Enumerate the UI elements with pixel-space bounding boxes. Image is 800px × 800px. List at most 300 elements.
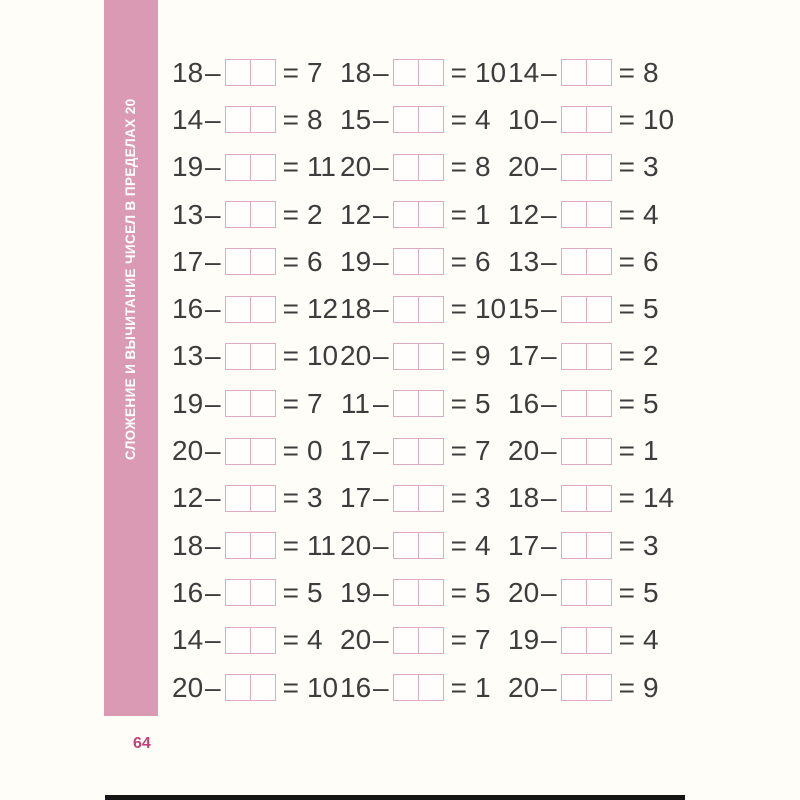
answer-cell-left[interactable] bbox=[226, 297, 250, 322]
minuend: 16 bbox=[508, 387, 540, 419]
equals-sign: = bbox=[618, 340, 635, 372]
subtraction-problem bbox=[172, 144, 340, 191]
answer-box[interactable] bbox=[225, 296, 276, 323]
answer-cell-right[interactable] bbox=[418, 60, 443, 85]
answer-cell-left[interactable] bbox=[226, 628, 250, 653]
answer-box[interactable] bbox=[393, 438, 444, 465]
chapter-sidebar bbox=[104, 0, 158, 716]
subtraction-problem bbox=[340, 191, 508, 238]
answer-box[interactable] bbox=[561, 248, 612, 275]
answer-box[interactable] bbox=[561, 106, 612, 133]
minuend: 20 bbox=[340, 624, 372, 656]
answer-cell-right[interactable] bbox=[586, 107, 611, 132]
answer-box[interactable] bbox=[225, 59, 276, 86]
answer-box[interactable] bbox=[561, 390, 612, 417]
minuend: 19 bbox=[172, 151, 204, 183]
minuend: 18 bbox=[340, 293, 372, 325]
result: 4 bbox=[474, 103, 491, 135]
minus-sign: – bbox=[541, 340, 557, 372]
result: 6 bbox=[642, 245, 659, 277]
result: 3 bbox=[474, 482, 491, 514]
result: 5 bbox=[642, 387, 659, 419]
equals-sign: = bbox=[450, 56, 467, 88]
answer-cell-left[interactable] bbox=[226, 60, 250, 85]
minus-sign: – bbox=[205, 576, 221, 608]
subtraction-problem bbox=[508, 49, 676, 96]
result: 10 bbox=[642, 103, 675, 135]
equals-sign: = bbox=[282, 576, 299, 608]
minuend: 18 bbox=[508, 482, 540, 514]
subtraction-problem bbox=[172, 664, 340, 711]
answer-cell-right[interactable] bbox=[250, 628, 275, 653]
answer-cell-right[interactable] bbox=[250, 297, 275, 322]
minus-sign: – bbox=[541, 245, 557, 277]
equals-sign: = bbox=[618, 482, 635, 514]
answer-box[interactable] bbox=[225, 532, 276, 559]
result: 6 bbox=[306, 245, 323, 277]
answer-cell-left[interactable] bbox=[562, 297, 586, 322]
answer-box[interactable] bbox=[393, 106, 444, 133]
result: 10 bbox=[474, 56, 507, 88]
answer-box[interactable] bbox=[561, 627, 612, 654]
answer-box[interactable] bbox=[561, 59, 612, 86]
answer-cell-right[interactable] bbox=[586, 297, 611, 322]
answer-cell-right[interactable] bbox=[418, 155, 443, 180]
answer-cell-right[interactable] bbox=[250, 533, 275, 558]
answer-cell-left[interactable] bbox=[226, 439, 250, 464]
result: 5 bbox=[474, 576, 491, 608]
equals-sign: = bbox=[450, 482, 467, 514]
result: 5 bbox=[306, 576, 323, 608]
answer-box[interactable] bbox=[393, 674, 444, 701]
equals-sign: = bbox=[618, 387, 635, 419]
subtraction-problem bbox=[340, 96, 508, 143]
subtraction-problem bbox=[340, 380, 508, 427]
answer-box[interactable] bbox=[225, 154, 276, 181]
answer-box[interactable] bbox=[561, 154, 612, 181]
answer-cell-right[interactable] bbox=[586, 486, 611, 511]
minus-sign: – bbox=[373, 624, 389, 656]
answer-box[interactable] bbox=[225, 674, 276, 701]
answer-box[interactable] bbox=[393, 296, 444, 323]
answer-cell-left[interactable] bbox=[394, 533, 418, 558]
answer-cell-left[interactable] bbox=[562, 249, 586, 274]
equals-sign: = bbox=[450, 245, 467, 277]
subtraction-problem bbox=[508, 427, 676, 474]
answer-box[interactable] bbox=[225, 390, 276, 417]
answer-cell-left[interactable] bbox=[394, 675, 418, 700]
answer-cell-left[interactable] bbox=[562, 628, 586, 653]
subtraction-problem bbox=[172, 238, 340, 285]
answer-box[interactable] bbox=[393, 390, 444, 417]
answer-box[interactable] bbox=[393, 343, 444, 370]
minuend: 14 bbox=[172, 624, 204, 656]
minus-sign: – bbox=[205, 482, 221, 514]
answer-box[interactable] bbox=[393, 201, 444, 228]
result: 4 bbox=[474, 529, 491, 561]
minus-sign: – bbox=[541, 435, 557, 467]
minuend: 20 bbox=[172, 435, 204, 467]
answer-box[interactable] bbox=[561, 201, 612, 228]
equals-sign: = bbox=[450, 435, 467, 467]
minuend: 19 bbox=[172, 387, 204, 419]
result: 2 bbox=[306, 198, 323, 230]
page-number: 64 bbox=[133, 735, 151, 752]
minus-sign: – bbox=[541, 529, 557, 561]
answer-box[interactable] bbox=[225, 106, 276, 133]
answer-box[interactable] bbox=[393, 59, 444, 86]
equals-sign: = bbox=[282, 671, 299, 703]
minuend: 20 bbox=[508, 435, 540, 467]
equals-sign: = bbox=[450, 529, 467, 561]
minuend: 18 bbox=[340, 56, 372, 88]
result: 2 bbox=[642, 340, 659, 372]
answer-cell-left[interactable] bbox=[394, 628, 418, 653]
answer-cell-left[interactable] bbox=[226, 675, 250, 700]
answer-cell-right[interactable] bbox=[418, 533, 443, 558]
equals-sign: = bbox=[450, 198, 467, 230]
minuend: 12 bbox=[508, 198, 540, 230]
minus-sign: – bbox=[541, 103, 557, 135]
equals-sign: = bbox=[618, 671, 635, 703]
answer-cell-left[interactable] bbox=[394, 580, 418, 605]
answer-cell-left[interactable] bbox=[226, 249, 250, 274]
answer-cell-left[interactable] bbox=[394, 391, 418, 416]
equals-sign: = bbox=[450, 340, 467, 372]
equals-sign: = bbox=[450, 293, 467, 325]
minus-sign: – bbox=[541, 482, 557, 514]
subtraction-problem bbox=[172, 522, 340, 569]
result: 9 bbox=[642, 671, 659, 703]
minuend: 18 bbox=[172, 529, 204, 561]
answer-cell-left[interactable] bbox=[394, 439, 418, 464]
minuend: 13 bbox=[172, 340, 204, 372]
answer-cell-left[interactable] bbox=[394, 107, 418, 132]
equals-sign: = bbox=[282, 245, 299, 277]
answer-cell-left[interactable] bbox=[562, 439, 586, 464]
answer-cell-right[interactable] bbox=[250, 249, 275, 274]
subtraction-problem bbox=[508, 144, 676, 191]
answer-box[interactable] bbox=[393, 485, 444, 512]
minuend: 16 bbox=[340, 671, 372, 703]
minus-sign: – bbox=[373, 198, 389, 230]
answer-box[interactable] bbox=[393, 627, 444, 654]
minuend: 20 bbox=[340, 340, 372, 372]
answer-cell-left[interactable] bbox=[394, 486, 418, 511]
minuend: 18 bbox=[172, 56, 204, 88]
result: 10 bbox=[306, 671, 339, 703]
result: 1 bbox=[474, 198, 491, 230]
answer-cell-right[interactable] bbox=[250, 675, 275, 700]
result: 1 bbox=[642, 435, 659, 467]
result: 0 bbox=[306, 435, 323, 467]
answer-cell-left[interactable] bbox=[394, 155, 418, 180]
minus-sign: – bbox=[541, 198, 557, 230]
answer-cell-left[interactable] bbox=[226, 580, 250, 605]
minus-sign: – bbox=[541, 56, 557, 88]
minuend: 17 bbox=[340, 435, 372, 467]
subtraction-problem bbox=[172, 191, 340, 238]
result: 11 bbox=[306, 151, 337, 183]
equals-sign: = bbox=[618, 435, 635, 467]
answer-cell-left[interactable] bbox=[562, 155, 586, 180]
answer-cell-right[interactable] bbox=[418, 486, 443, 511]
result: 3 bbox=[642, 529, 659, 561]
answer-cell-right[interactable] bbox=[418, 675, 443, 700]
answer-cell-right[interactable] bbox=[250, 439, 275, 464]
answer-cell-left[interactable] bbox=[226, 533, 250, 558]
minuend: 17 bbox=[172, 245, 204, 277]
answer-cell-right[interactable] bbox=[250, 60, 275, 85]
subtraction-problem bbox=[172, 333, 340, 380]
answer-cell-left[interactable] bbox=[226, 486, 250, 511]
subtraction-problem bbox=[508, 664, 676, 711]
answer-box[interactable] bbox=[561, 485, 612, 512]
subtraction-problem bbox=[508, 617, 676, 664]
equals-sign: = bbox=[618, 624, 635, 656]
minus-sign: – bbox=[373, 245, 389, 277]
subtraction-problem bbox=[508, 380, 676, 427]
subtraction-problem bbox=[172, 285, 340, 332]
answer-cell-right[interactable] bbox=[586, 60, 611, 85]
answer-box[interactable] bbox=[561, 674, 612, 701]
equals-sign: = bbox=[618, 56, 635, 88]
answer-cell-left[interactable] bbox=[562, 60, 586, 85]
equals-sign: = bbox=[450, 103, 467, 135]
answer-cell-right[interactable] bbox=[250, 486, 275, 511]
answer-box[interactable] bbox=[393, 579, 444, 606]
minus-sign: – bbox=[373, 576, 389, 608]
answer-cell-right[interactable] bbox=[418, 628, 443, 653]
subtraction-problem bbox=[508, 285, 676, 332]
result: 4 bbox=[642, 198, 659, 230]
minus-sign: – bbox=[373, 340, 389, 372]
answer-cell-right[interactable] bbox=[586, 439, 611, 464]
result: 6 bbox=[474, 245, 491, 277]
answer-cell-left[interactable] bbox=[226, 344, 250, 369]
subtraction-problem bbox=[508, 333, 676, 380]
minus-sign: – bbox=[373, 387, 389, 419]
answer-cell-left[interactable] bbox=[562, 486, 586, 511]
subtraction-problem bbox=[508, 191, 676, 238]
answer-box[interactable] bbox=[225, 627, 276, 654]
minuend: 20 bbox=[340, 151, 372, 183]
subtraction-problem bbox=[172, 569, 340, 616]
equals-sign: = bbox=[450, 671, 467, 703]
minus-sign: – bbox=[373, 56, 389, 88]
answer-cell-right[interactable] bbox=[418, 439, 443, 464]
result: 12 bbox=[306, 293, 339, 325]
answer-cell-right[interactable] bbox=[586, 533, 611, 558]
equals-sign: = bbox=[282, 624, 299, 656]
subtraction-problem bbox=[340, 522, 508, 569]
minus-sign: – bbox=[205, 387, 221, 419]
minuend: 13 bbox=[172, 198, 204, 230]
answer-box[interactable] bbox=[561, 296, 612, 323]
answer-box[interactable] bbox=[561, 532, 612, 559]
subtraction-problem bbox=[340, 617, 508, 664]
answer-box[interactable] bbox=[393, 154, 444, 181]
minuend: 15 bbox=[508, 293, 540, 325]
result: 1 bbox=[474, 671, 491, 703]
minus-sign: – bbox=[541, 151, 557, 183]
equals-sign: = bbox=[282, 340, 299, 372]
answer-cell-left[interactable] bbox=[226, 107, 250, 132]
answer-cell-right[interactable] bbox=[586, 391, 611, 416]
equals-sign: = bbox=[450, 624, 467, 656]
result: 8 bbox=[642, 56, 659, 88]
minus-sign: – bbox=[205, 435, 221, 467]
answer-cell-right[interactable] bbox=[418, 249, 443, 274]
minuend: 14 bbox=[172, 103, 204, 135]
answer-cell-left[interactable] bbox=[394, 202, 418, 227]
minuend: 11 bbox=[340, 387, 370, 419]
answer-box[interactable] bbox=[225, 201, 276, 228]
minus-sign: – bbox=[541, 387, 557, 419]
answer-cell-right[interactable] bbox=[586, 155, 611, 180]
result: 3 bbox=[642, 151, 659, 183]
answer-cell-right[interactable] bbox=[586, 249, 611, 274]
equals-sign: = bbox=[282, 151, 299, 183]
minuend: 13 bbox=[508, 245, 540, 277]
minus-sign: – bbox=[205, 56, 221, 88]
answer-box[interactable] bbox=[225, 485, 276, 512]
minus-sign: – bbox=[541, 576, 557, 608]
answer-cell-left[interactable] bbox=[226, 391, 250, 416]
answer-cell-right[interactable] bbox=[586, 675, 611, 700]
equals-sign: = bbox=[450, 576, 467, 608]
answer-cell-right[interactable] bbox=[586, 580, 611, 605]
answer-box[interactable] bbox=[393, 248, 444, 275]
minuend: 20 bbox=[340, 529, 372, 561]
minuend: 15 bbox=[340, 103, 372, 135]
answer-cell-left[interactable] bbox=[562, 675, 586, 700]
minuend: 20 bbox=[172, 671, 204, 703]
answer-cell-right[interactable] bbox=[418, 580, 443, 605]
minuend: 12 bbox=[172, 482, 204, 514]
minuend: 20 bbox=[508, 576, 540, 608]
subtraction-problem bbox=[508, 569, 676, 616]
answer-cell-left[interactable] bbox=[394, 344, 418, 369]
answer-cell-right[interactable] bbox=[418, 391, 443, 416]
answer-cell-right[interactable] bbox=[418, 344, 443, 369]
answer-box[interactable] bbox=[225, 579, 276, 606]
subtraction-problem bbox=[340, 569, 508, 616]
answer-cell-left[interactable] bbox=[562, 391, 586, 416]
answer-cell-right[interactable] bbox=[418, 107, 443, 132]
answer-cell-left[interactable] bbox=[394, 297, 418, 322]
answer-cell-right[interactable] bbox=[250, 107, 275, 132]
subtraction-problem bbox=[340, 427, 508, 474]
equals-sign: = bbox=[618, 576, 635, 608]
subtraction-problem bbox=[508, 96, 676, 143]
minuend: 20 bbox=[508, 151, 540, 183]
minus-sign: – bbox=[373, 103, 389, 135]
subtraction-problem bbox=[340, 49, 508, 96]
minuend: 19 bbox=[340, 576, 372, 608]
subtraction-problem bbox=[340, 285, 508, 332]
answer-box[interactable] bbox=[561, 579, 612, 606]
answer-cell-right[interactable] bbox=[250, 580, 275, 605]
result: 5 bbox=[474, 387, 491, 419]
minuend: 16 bbox=[172, 576, 204, 608]
minus-sign: – bbox=[373, 151, 389, 183]
result: 7 bbox=[474, 435, 491, 467]
subtraction-problem bbox=[172, 49, 340, 96]
minuend: 19 bbox=[508, 624, 540, 656]
equals-sign: = bbox=[282, 198, 299, 230]
minus-sign: – bbox=[205, 624, 221, 656]
minuend: 17 bbox=[340, 482, 372, 514]
minuend: 14 bbox=[508, 56, 540, 88]
minus-sign: – bbox=[205, 671, 221, 703]
page-edge-bar bbox=[105, 795, 685, 800]
answer-cell-right[interactable] bbox=[250, 202, 275, 227]
minus-sign: – bbox=[541, 624, 557, 656]
minuend: 10 bbox=[508, 103, 540, 135]
subtraction-problem bbox=[172, 427, 340, 474]
answer-cell-right[interactable] bbox=[586, 202, 611, 227]
result: 14 bbox=[642, 482, 675, 514]
minus-sign: – bbox=[373, 671, 389, 703]
subtraction-problem bbox=[340, 238, 508, 285]
answer-cell-left[interactable] bbox=[394, 249, 418, 274]
answer-cell-left[interactable] bbox=[562, 107, 586, 132]
minuend: 17 bbox=[508, 340, 540, 372]
answer-cell-left[interactable] bbox=[562, 533, 586, 558]
answer-cell-right[interactable] bbox=[418, 202, 443, 227]
answer-cell-left[interactable] bbox=[226, 155, 250, 180]
equals-sign: = bbox=[618, 245, 635, 277]
equals-sign: = bbox=[450, 387, 467, 419]
equals-sign: = bbox=[282, 56, 299, 88]
result: 7 bbox=[306, 387, 323, 419]
subtraction-problem bbox=[340, 333, 508, 380]
answer-cell-right[interactable] bbox=[250, 344, 275, 369]
answer-cell-right[interactable] bbox=[250, 391, 275, 416]
answer-cell-left[interactable] bbox=[394, 60, 418, 85]
answer-cell-left[interactable] bbox=[562, 344, 586, 369]
answer-cell-right[interactable] bbox=[586, 344, 611, 369]
result: 8 bbox=[474, 151, 491, 183]
answer-box[interactable] bbox=[225, 248, 276, 275]
subtraction-problem bbox=[340, 664, 508, 711]
equals-sign: = bbox=[282, 387, 299, 419]
minus-sign: – bbox=[205, 529, 221, 561]
minus-sign: – bbox=[373, 529, 389, 561]
answer-cell-right[interactable] bbox=[418, 297, 443, 322]
minus-sign: – bbox=[205, 340, 221, 372]
answer-box[interactable] bbox=[225, 438, 276, 465]
answer-box[interactable] bbox=[393, 532, 444, 559]
result: 5 bbox=[642, 293, 659, 325]
minus-sign: – bbox=[373, 293, 389, 325]
equals-sign: = bbox=[450, 151, 467, 183]
subtraction-problem bbox=[172, 617, 340, 664]
answer-box[interactable] bbox=[561, 343, 612, 370]
answer-cell-left[interactable] bbox=[226, 202, 250, 227]
minus-sign: – bbox=[205, 198, 221, 230]
answer-cell-right[interactable] bbox=[250, 155, 275, 180]
answer-cell-right[interactable] bbox=[586, 628, 611, 653]
answer-box[interactable] bbox=[225, 343, 276, 370]
answer-cell-left[interactable] bbox=[562, 202, 586, 227]
result: 11 bbox=[306, 529, 337, 561]
equals-sign: = bbox=[618, 198, 635, 230]
subtraction-problem bbox=[508, 238, 676, 285]
answer-box[interactable] bbox=[561, 438, 612, 465]
answer-cell-left[interactable] bbox=[562, 580, 586, 605]
